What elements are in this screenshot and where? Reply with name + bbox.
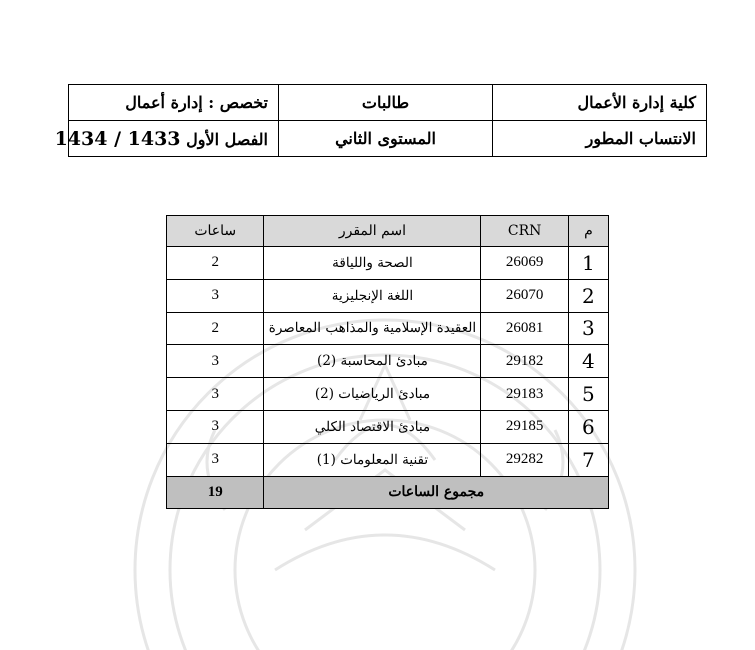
row-number: 6	[568, 410, 608, 443]
course-name: تقنية المعلومات (1)	[264, 443, 481, 476]
table-row	[167, 410, 609, 443]
table-row	[167, 443, 609, 476]
column-header-hours: ساعات	[167, 216, 264, 247]
course-crn: 26081	[481, 312, 568, 345]
row-number: 7	[568, 443, 608, 476]
study-level: المستوى الثاني	[279, 121, 493, 157]
row-number: 2	[568, 279, 608, 312]
course-crn: 29282	[481, 443, 568, 476]
course-name: مبادئ الاقتصاد الكلي	[264, 410, 481, 443]
header-info-table	[54, 84, 707, 157]
college-name: كلية إدارة الأعمال	[493, 85, 707, 121]
header-row-2	[69, 121, 707, 157]
courses-table	[166, 215, 609, 509]
table-row	[167, 279, 609, 312]
table-row	[167, 378, 609, 411]
course-hours: 2	[167, 247, 264, 280]
course-hours: 3	[167, 345, 264, 378]
course-hours: 3	[167, 378, 264, 411]
major-name: تخصص : إدارة أعمال	[69, 85, 279, 121]
program-type: الانتساب المطور	[493, 121, 707, 157]
course-hours: 3	[167, 279, 264, 312]
semester-years: 1434 / 1433	[54, 127, 181, 150]
course-crn: 29185	[481, 410, 568, 443]
semester-cell	[54, 121, 279, 157]
column-header-num: م	[568, 216, 608, 247]
column-header-crn: CRN	[481, 216, 568, 247]
course-name: الصحة واللياقة	[264, 247, 481, 280]
course-crn: 29182	[481, 345, 568, 378]
table-row	[167, 247, 609, 280]
course-name: اللغة الإنجليزية	[264, 279, 481, 312]
total-row	[167, 476, 609, 508]
row-number: 4	[568, 345, 608, 378]
course-crn: 26069	[481, 247, 568, 280]
students-category: طالبات	[279, 85, 493, 121]
column-header-name: اسم المقرر	[264, 216, 481, 247]
course-name: مبادئ الرياضيات (2)	[264, 378, 481, 411]
semester-label: الفصل الأول	[186, 129, 268, 149]
total-hours: 19	[167, 476, 264, 508]
course-crn: 29183	[481, 378, 568, 411]
row-number: 5	[568, 378, 608, 411]
course-crn: 26070	[481, 279, 568, 312]
course-name: مبادئ المحاسبة (2)	[264, 345, 481, 378]
course-name: العقيدة الإسلامية والمذاهب المعاصرة	[264, 312, 481, 345]
table-row	[167, 312, 609, 345]
row-number: 3	[568, 312, 608, 345]
course-hours: 3	[167, 443, 264, 476]
table-row	[167, 345, 609, 378]
course-hours: 2	[167, 312, 264, 345]
row-number: 1	[568, 247, 608, 280]
header-row-1	[69, 85, 707, 121]
courses-header-row	[167, 216, 609, 247]
course-hours: 3	[167, 410, 264, 443]
total-label: مجموع الساعات	[264, 476, 609, 508]
